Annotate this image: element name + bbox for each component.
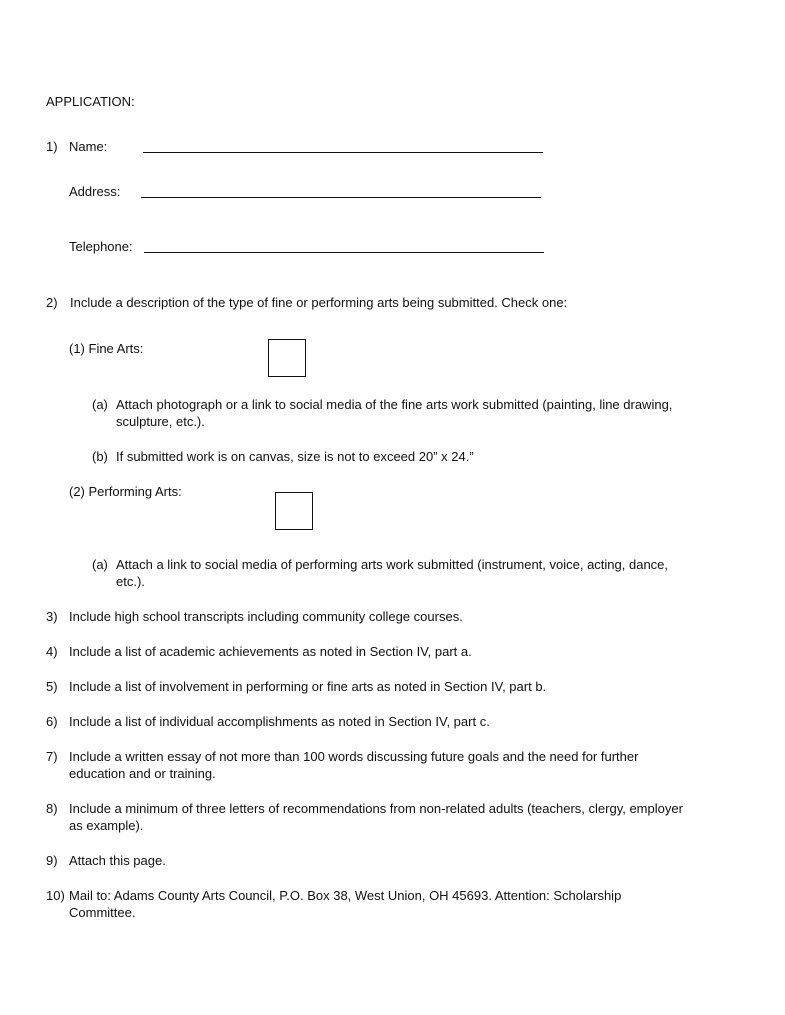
fine-arts-checkbox[interactable]	[268, 339, 306, 377]
performing-arts-a-text-line1: Attach a link to social media of performing arts work submitted (instrument, voice, acting, dance,	[116, 557, 669, 572]
item-8-text-line2: as example).	[69, 818, 144, 833]
item-2-text: Include a description of the type of fine or performing arts being submitted. Check one:	[70, 295, 568, 310]
fine-arts-b-mark: (b)	[92, 449, 108, 464]
item-7-text-line2: education and or training.	[69, 766, 216, 781]
item-5-number: 5)	[46, 679, 58, 694]
item-6-number: 6)	[46, 714, 58, 729]
name-label: Name:	[69, 139, 108, 154]
fine-arts-a-text-line1: Attach photograph or a link to social media of the fine arts work submitted (painting, line drawing,	[116, 397, 673, 412]
item-10-text-line1: Mail to: Adams County Arts Council, P.O. Box 38, West Union, OH 45693. Attention: Scholarship	[69, 888, 622, 903]
item-4-number: 4)	[46, 644, 58, 659]
item-8-number: 8)	[46, 801, 58, 816]
performing-arts-a-mark: (a)	[92, 557, 108, 572]
page-heading: APPLICATION:	[46, 94, 135, 109]
fine-arts-label: (1) Fine Arts:	[69, 341, 144, 356]
fine-arts-b-text: If submitted work is on canvas, size is not to exceed 20” x 24.”	[116, 449, 474, 464]
item-3-number: 3)	[46, 609, 58, 624]
item-1-number: 1)	[46, 139, 58, 154]
item-10-number: 10)	[46, 888, 65, 903]
item-2-number: 2)	[46, 295, 58, 310]
address-label: Address:	[69, 184, 121, 199]
item-4-text: Include a list of academic achievements as noted in Section IV, part a.	[69, 644, 472, 659]
telephone-label: Telephone:	[69, 239, 133, 254]
performing-arts-label: (2) Performing Arts:	[69, 484, 182, 499]
name-field[interactable]	[143, 152, 543, 153]
item-3-text: Include high school transcripts including community college courses.	[69, 609, 463, 624]
item-5-text: Include a list of involvement in performing or fine arts as noted in Section IV, part b.	[69, 679, 547, 694]
performing-arts-a-text-line2: etc.).	[116, 574, 145, 589]
performing-arts-checkbox[interactable]	[275, 492, 313, 530]
fine-arts-a-mark: (a)	[92, 397, 108, 412]
address-field[interactable]	[141, 197, 541, 198]
item-7-text-line1: Include a written essay of not more than 100 words discussing future goals and the need for further	[69, 749, 639, 764]
item-9-number: 9)	[46, 853, 58, 868]
item-9-text: Attach this page.	[69, 853, 166, 868]
telephone-field[interactable]	[144, 252, 544, 253]
fine-arts-a-text-line2: sculpture, etc.).	[116, 414, 205, 429]
item-6-text: Include a list of individual accomplishments as noted in Section IV, part c.	[69, 714, 490, 729]
item-10-text-line2: Committee.	[69, 905, 136, 920]
item-8-text-line1: Include a minimum of three letters of recommendations from non-related adults (teachers, clergy, employer	[69, 801, 683, 816]
item-7-number: 7)	[46, 749, 58, 764]
